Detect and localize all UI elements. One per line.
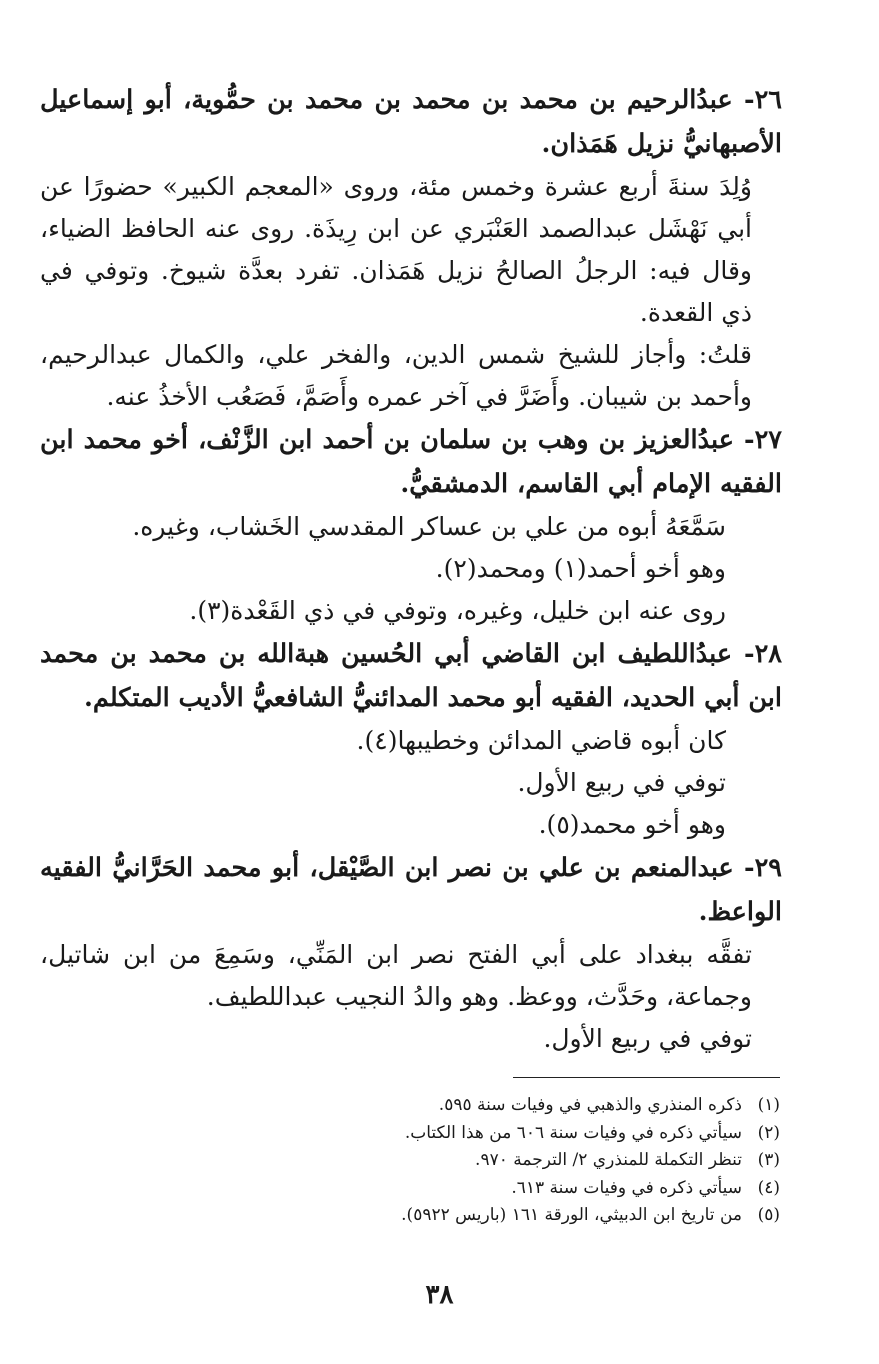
footnote-mark: (٤) [757,1177,780,1198]
footnote-text: ذكره المنذري والذهبي في وفيات سنة ٥٩٥. [438,1095,742,1115]
entry-27-heading: ٢٧- عبدُالعزيز بن وهب بن سلمان بن أحمد ابن الزَّنْف، أخو محمد ابن الفقيه الإمام أبي القاسم، الدمشقيُّ. [40,425,782,499]
footnote-separator [513,1077,780,1078]
entry-28-para-3: وهو أخو محمد(٥). [538,810,726,839]
footnote-mark: (٥) [757,1205,780,1225]
entry-28-heading: ٢٨- عبدُاللطيف ابن القاضي أبي الحُسين هبةالله بن محمد بن محمد ابن أبي الحديد، الفقيه أبو محمد المدائنيُّ الشافعيُّ الأديب المتكلم. [40,639,782,713]
footnote-mark: (٣) [757,1150,780,1170]
page-body [40,78,782,1060]
footnote-5 [280,1202,780,1230]
entry-26-para-2: قلتُ: وأجاز للشيخ شمس الدين، والفخر علي، والكمال عبدالرحيم، وأحمد بن شيبان. وأَضَرَّ في آخر عمره وأَصَمَّ، فَصَعُب الأخذُ عنه. [40,340,752,411]
entry-27-para-2: وهو أخو أحمد(١) ومحمد(٢). [435,554,726,583]
footnote-2 [280,1120,780,1148]
footnote-3 [280,1147,780,1175]
entry-28-para-2: توفي في ربيع الأول. [517,768,726,797]
footnotes [280,1092,780,1230]
page-number: ٣٨ [425,1280,454,1310]
footnote-mark: (٢) [757,1122,780,1143]
footnote-mark: (١) [757,1095,780,1115]
entry-27-para-1: سَمَّعَهُ أبوه من علي بن عساكر المقدسي الخَشاب، وغيره. [132,512,726,541]
footnote-text: تنظر التكملة للمنذري ٢/ الترجمة ٩٧٠. [475,1150,742,1170]
footnote-text: من تاريخ ابن الدبيثي، الورقة ١٦١ (باريس ٥٩٢٢). [401,1205,742,1225]
entry-29-para-1: تفقَّه ببغداد على أبي الفتح نصر ابن المَنِّي، وسَمِعَ من ابن شاتيل، وجماعة، وحَدَّث، ووعظ. وهو والدُ النجيب عبداللطيف. [40,940,752,1011]
footnote-4 [280,1175,780,1203]
footnote-text: سيأتي ذكره في وفيات سنة ٦٠٦ من هذا الكتاب. [404,1122,742,1143]
entry-27-para-3: روى عنه ابن خليل، وغيره، وتوفي في ذي القَعْدة(٣). [189,596,726,625]
entry-29-heading: ٢٩- عبدالمنعم بن علي بن نصر ابن الصَّيْقل، أبو محمد الحَرَّانيُّ الفقيه الواعظ. [40,853,782,927]
entry-26-heading: ٢٦- عبدُالرحيم بن محمد بن محمد بن محمد بن حمُّوية، أبو إسماعيل الأصبهانيُّ نزيل هَمَذان. [40,85,782,159]
footnote-1 [280,1092,780,1120]
entry-29-para-2: توفي في ربيع الأول. [543,1024,752,1053]
entry-26-para-1: وُلِدَ سنةَ أربع عشرة وخمس مئة، وروى «المعجم الكبير» حضورًا عن أبي نَهْشَل عبدالصمد العَنْبَري عن ابن رِيذَة. روى عنه الحافظ الضياء، وقال فيه: الرجلُ الصالحُ نزيل هَمَذان. تفرد بعدَّة شيوخ. وتوفي في ذي القعدة. [40,172,752,327]
entry-28-para-1: كان أبوه قاضي المدائن وخطيبها(٤). [356,726,726,755]
footnote-text: سيأتي ذكره في وفيات سنة ٦١٣. [511,1177,742,1198]
